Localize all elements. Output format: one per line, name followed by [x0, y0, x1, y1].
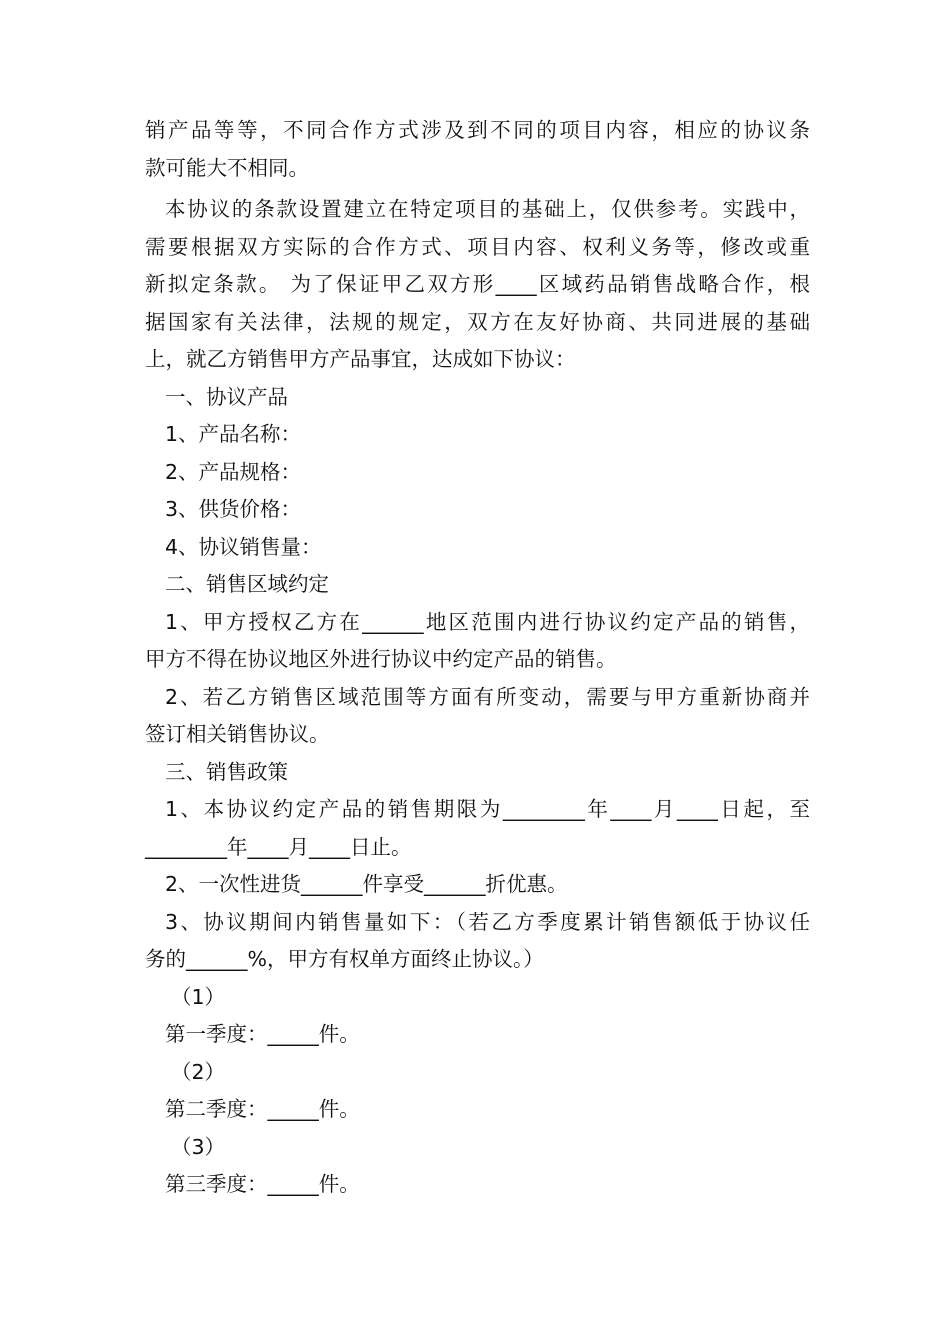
- list-item: 第三季度：_____件。: [165, 1172, 360, 1196]
- list-item: 1、产品名称：: [165, 422, 302, 446]
- list-item: 1、本协议约定产品的销售期限为________年____月____日起，至: [165, 797, 810, 821]
- list-item: 2、一次性进货______件享受______折优惠。: [165, 872, 568, 896]
- list-item: 第二季度：_____件。: [165, 1097, 360, 1121]
- list-item: （3）: [171, 1134, 226, 1159]
- section-heading: 一、协议产品: [165, 384, 288, 409]
- paragraph-line: 务的______%，甲方有权单方面终止协议。）: [145, 947, 544, 971]
- paragraph-line: 上，就乙方销售甲方产品事宜，达成如下协议：: [145, 347, 576, 371]
- paragraph-line: 需要根据双方实际的合作方式、项目内容、权利义务等，修改或重: [145, 234, 810, 259]
- paragraph-line: 据国家有关法律，法规的规定，双方在友好协商、共同进展的基础: [145, 309, 810, 334]
- section-heading: 三、销售政策: [165, 759, 288, 784]
- paragraph-line: 本协议的条款设置建立在特定项目的基础上，仅供参考。实践中，: [165, 197, 810, 221]
- list-item: 第一季度：_____件。: [165, 1022, 360, 1046]
- list-item: 3、供货价格：: [165, 497, 302, 521]
- list-item: （1）: [171, 984, 226, 1009]
- list-item: （2）: [171, 1059, 226, 1084]
- list-item: 2、产品规格：: [165, 459, 302, 484]
- paragraph-line: 款可能大不相同。: [145, 155, 309, 180]
- paragraph-line: 甲方不得在协议地区外进行协议中约定产品的销售。: [145, 647, 617, 671]
- paragraph-line: 销产品等等，不同合作方式涉及到不同的项目内容，相应的协议条: [145, 118, 810, 142]
- list-item: 4、协议销售量：: [165, 534, 322, 559]
- list-item: 1、甲方授权乙方在______地区范围内进行协议约定产品的销售，: [165, 609, 810, 634]
- paragraph-line: 签订相关销售协议。: [145, 722, 330, 746]
- document-page: [145, 112, 810, 1204]
- list-item: 3、协议期间内销售量如下：（若乙方季度累计销售额低于协议任: [165, 909, 810, 934]
- paragraph-line: ________年____月____日止。: [145, 834, 412, 859]
- list-item: 2、若乙方销售区域范围等方面有所变动，需要与甲方重新协商并: [165, 684, 810, 709]
- paragraph-line: 新拟定条款。 为了保证甲乙双方形____区域药品销售战略合作，根: [145, 272, 810, 296]
- section-heading: 二、销售区域约定: [165, 572, 329, 596]
